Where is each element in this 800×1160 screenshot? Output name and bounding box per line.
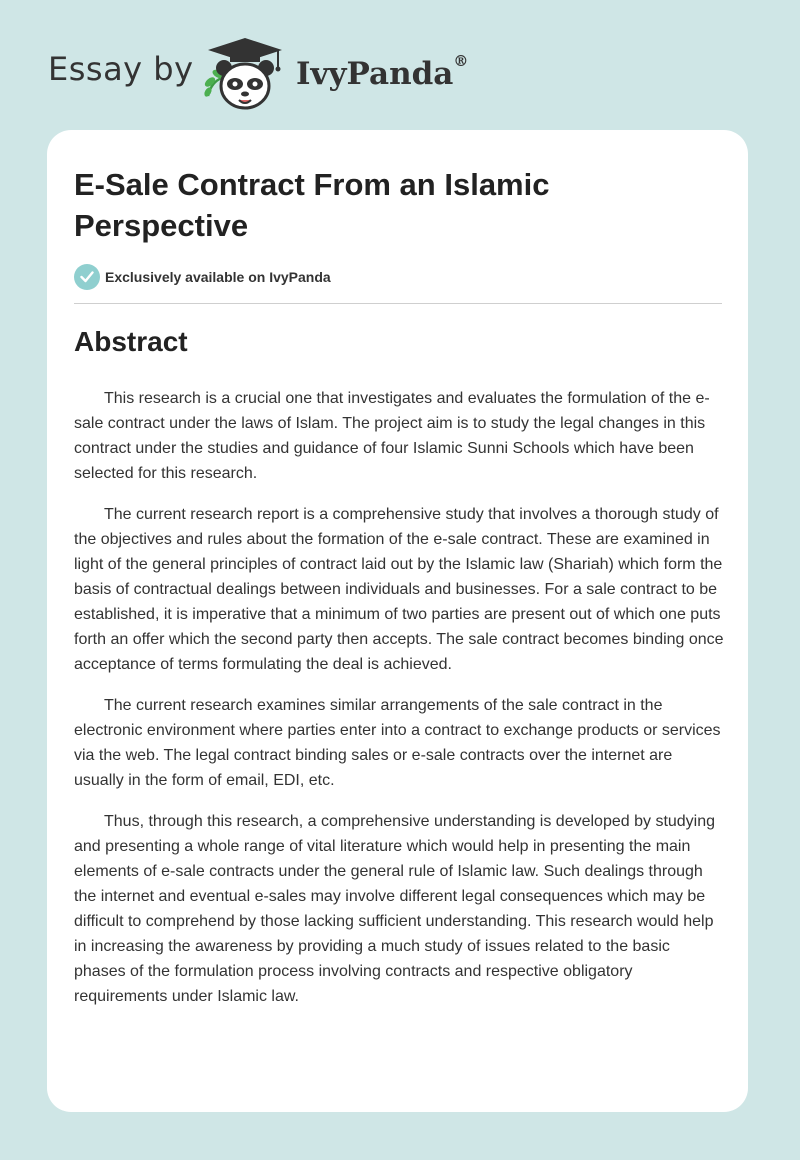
abstract-paragraph: The current research report is a comprehensive study that involves a thorough study of the objectives and rules about the formation of the e-sale contract. These are examined in light of the general principles of contract laid out by the Islamic law (Shariah) which form the basis of contractual dealings between individuals and businesses. For a sale contract to be established, it is imperative that a minimum of two parties are present out of which one puts forth an offer which the second party then accepts. The sale contract becomes binding once acceptance of terms formulating the deal is achieved. [74,506,724,673]
abstract-paragraph: Thus, through this research, a comprehensive understanding is developed by studying and presenting a whole range of vital literature which would help in presenting the main elements of e-sale contracts under the general rule of Islamic law. Such dealings through the internet and eventual e-sales may involve different legal consequences which may be difficult to comprehend by those lacking sufficient understanding. This research would help in increasing the awareness by providing a much study of issues related to the basic phases of the formulation process involving contracts and respective obligatory requirements under Islamic law. [74,813,716,1005]
panda-graduate-icon[interactable] [200,34,290,114]
essay-card [47,130,748,1112]
page-title: E-Sale Contract From an Islamic Perspective [74,167,550,243]
abstract-body [74,386,724,1025]
site-header [48,28,648,118]
section-heading-abstract: Abstract [74,326,188,357]
exclusive-badge [74,264,331,290]
check-circle-icon [74,264,100,290]
abstract-paragraph: The current research examines similar arrangements of the sale contract in the electronic environment where parties enter into a contract to exchange products or services via the web. The legal contract binding sales or e-sale contracts over the internet are usually in the form of email, EDI, etc. [74,697,721,789]
exclusive-badge-label: Exclusively available on IvyPanda [105,269,331,285]
abstract-paragraph: This research is a crucial one that investigates and evaluates the formulation of the e-sale contract under the laws of Islam. The project aim is to study the legal changes in this contract under the studies and guidance of four Islamic Sunni Schools which have been selected for this research. [74,390,710,482]
title-divider [74,303,722,304]
trademark-symbol: ® [453,52,469,70]
essay-by-label: Essay by [48,50,194,88]
brand-name[interactable]: IvyPanda® [296,52,469,92]
